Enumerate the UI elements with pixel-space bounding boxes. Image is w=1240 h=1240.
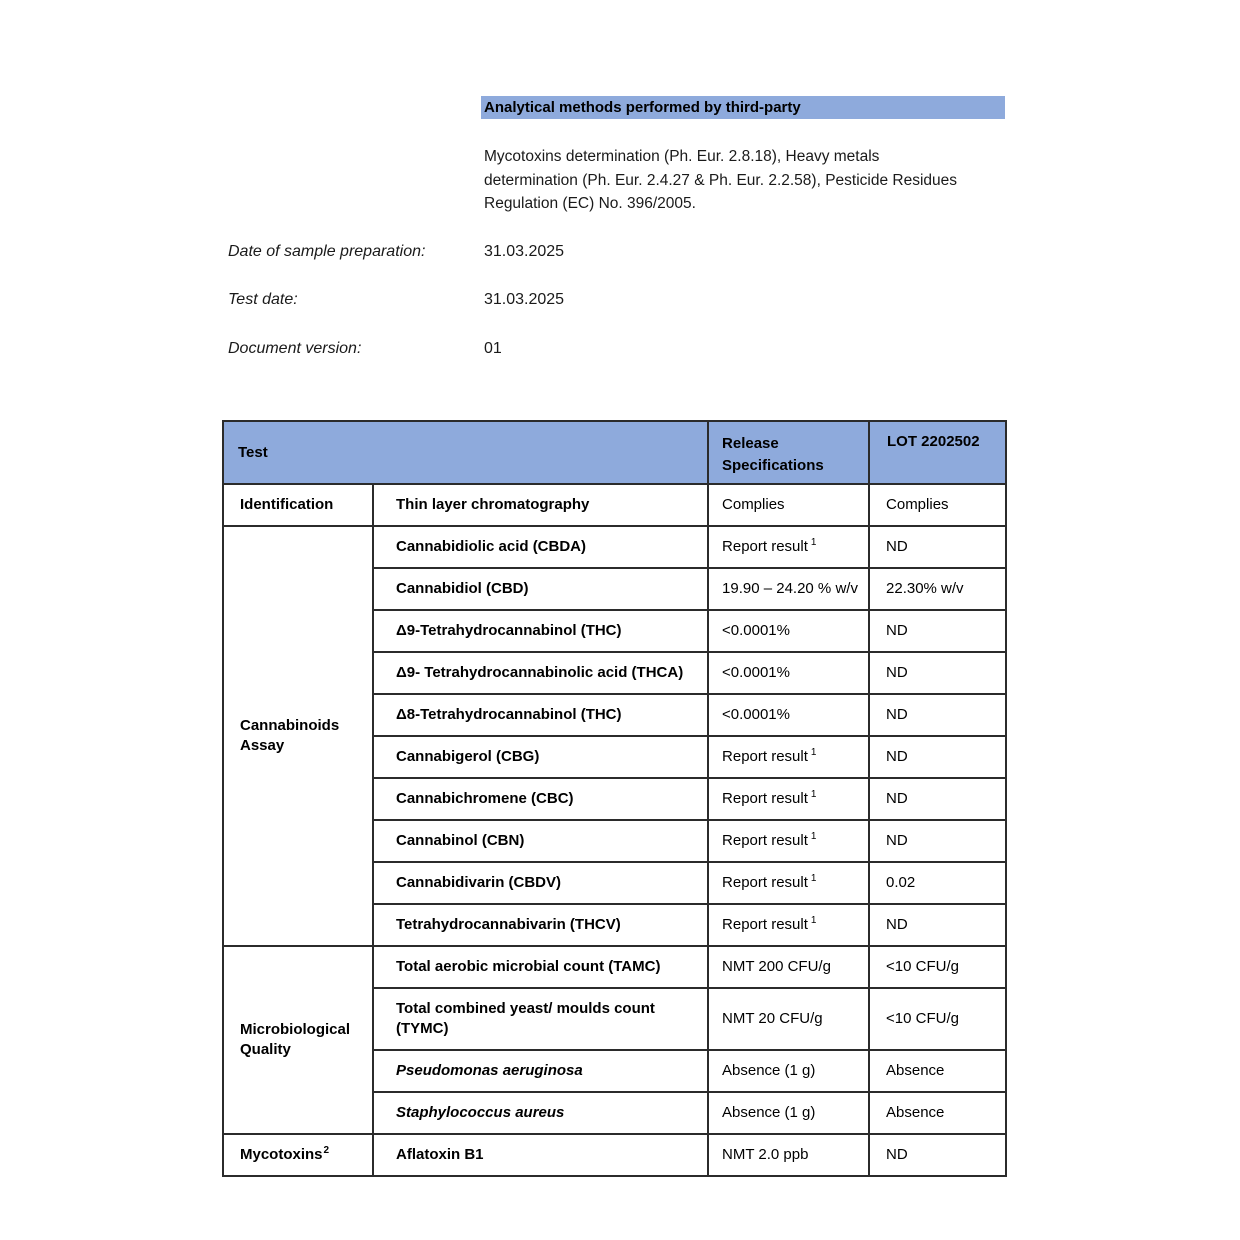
test-name-cell: Δ9- Tetrahydrocannabinolic acid (THCA) (373, 652, 708, 694)
spec-footnote-marker: 1 (810, 789, 817, 800)
test-name-cell: Cannabidiolic acid (CBDA) (373, 526, 708, 568)
test-name-cell: Cannabidivarin (CBDV) (373, 862, 708, 904)
spec-footnote-marker: 1 (810, 915, 817, 926)
spec-footnote-marker: 1 (810, 873, 817, 884)
test-name-cell: Total combined yeast/ moulds count (TYMC) (373, 988, 708, 1050)
column-header-release-specifications: Release Specifications (708, 421, 869, 484)
lot-result-cell: ND (869, 904, 1006, 946)
intro-line-3: Regulation (EC) No. 396/2005. (484, 195, 696, 212)
test-date-value: 31.03.2025 (484, 291, 565, 308)
sample-preparation-label: Date of sample preparation: (228, 243, 426, 260)
release-spec-cell: Absence (1 g) (708, 1050, 869, 1092)
sample-preparation-value: 31.03.2025 (484, 243, 565, 260)
lot-result-cell: ND (869, 526, 1006, 568)
lot-result-cell: 0.02 (869, 862, 1006, 904)
table-row (223, 946, 1006, 988)
column-header-test: Test (223, 421, 708, 484)
release-spec-cell: Absence (1 g) (708, 1092, 869, 1134)
spec-footnote-marker: 1 (810, 747, 817, 758)
table-header-row (223, 421, 1006, 484)
table-row (223, 1134, 1006, 1176)
lot-result-cell: ND (869, 1134, 1006, 1176)
lot-result-cell: ND (869, 736, 1006, 778)
lot-result-cell: Absence (869, 1092, 1006, 1134)
test-name-cell: Δ8-Tetrahydrocannabinol (THC) (373, 694, 708, 736)
test-name-cell: Thin layer chromatography (373, 484, 708, 526)
lot-result-cell: ND (869, 694, 1006, 736)
test-name-cell: Pseudomonas aeruginosa (373, 1050, 708, 1092)
test-name-cell: Cannabigerol (CBG) (373, 736, 708, 778)
release-spec-cell: NMT 20 CFU/g (708, 988, 869, 1050)
spec-footnote-marker: 1 (810, 831, 817, 842)
release-spec-cell: Report result $^1$ (708, 904, 869, 946)
lot-result-cell: ND (869, 778, 1006, 820)
release-spec-cell: <0.0001% (708, 610, 869, 652)
release-spec-cell: Complies (708, 484, 869, 526)
category-cell: Mycotoxins$^2$ (223, 1134, 373, 1176)
results-table-body (223, 484, 1006, 1176)
document-version-value: 01 (484, 340, 502, 357)
lot-result-cell: ND (869, 610, 1006, 652)
intro-paragraph (484, 145, 957, 216)
release-spec-cell: Report result $^1$ (708, 862, 869, 904)
category-cell: Microbiological Quality (223, 946, 373, 1134)
release-spec-cell: Report result $^1$ (708, 820, 869, 862)
category-cell: Cannabinoids Assay (223, 526, 373, 946)
test-name-cell: Aflatoxin B1 (373, 1134, 708, 1176)
intro-line-2: determination (Ph. Eur. 2.4.27 & Ph. Eur. 2.2.58), Pesticide Residues (484, 171, 958, 189)
test-name-cell: Total aerobic microbial count (TAMC) (373, 946, 708, 988)
release-spec-cell: <0.0001% (708, 652, 869, 694)
lot-result-cell: <10 CFU/g (869, 946, 1006, 988)
release-spec-cell: Report result $^1$ (708, 778, 869, 820)
release-spec-cell: 19.90 – 24.20 % w/v (708, 568, 869, 610)
lot-result-cell: <10 CFU/g (869, 988, 1006, 1050)
test-name-cell: Δ9-Tetrahydrocannabinol (THC) (373, 610, 708, 652)
category-footnote-marker: 2 (323, 1145, 330, 1156)
document-version-label: Document version: (228, 340, 362, 357)
lot-result-cell: Complies (869, 484, 1006, 526)
lot-result-cell: Absence (869, 1050, 1006, 1092)
table-row (223, 526, 1006, 568)
test-name-cell: Tetrahydrocannabivarin (THCV) (373, 904, 708, 946)
release-spec-cell: NMT 200 CFU/g (708, 946, 869, 988)
test-name-cell: Cannabidiol (CBD) (373, 568, 708, 610)
column-header-lot: LOT 2202502 (869, 421, 1006, 484)
section-title-bar: Analytical methods performed by third-party (481, 96, 1005, 119)
test-name-cell: Cannabinol (CBN) (373, 820, 708, 862)
results-table (222, 420, 1007, 1177)
table-row (223, 484, 1006, 526)
lot-result-cell: ND (869, 652, 1006, 694)
meta-row-test-date (228, 291, 788, 309)
test-date-label: Test date: (228, 291, 298, 308)
test-name-cell: Cannabichromene (CBC) (373, 778, 708, 820)
release-spec-cell: Report result $^1$ (708, 736, 869, 778)
test-name-cell: Staphylococcus aureus (373, 1092, 708, 1134)
release-spec-cell: <0.0001% (708, 694, 869, 736)
lot-result-cell: ND (869, 820, 1006, 862)
category-cell: Identification (223, 484, 373, 526)
release-spec-cell: Report result $^1$ (708, 526, 869, 568)
meta-row-sample-preparation (228, 243, 788, 261)
meta-row-document-version (228, 340, 788, 358)
spec-footnote-marker: 1 (810, 537, 817, 548)
intro-line-1: Mycotoxins determination (Ph. Eur. 2.8.18), Heavy metals (484, 148, 880, 165)
lot-result-cell: 22.30% w/v (869, 568, 1006, 610)
release-spec-cell: NMT 2.0 ppb (708, 1134, 869, 1176)
